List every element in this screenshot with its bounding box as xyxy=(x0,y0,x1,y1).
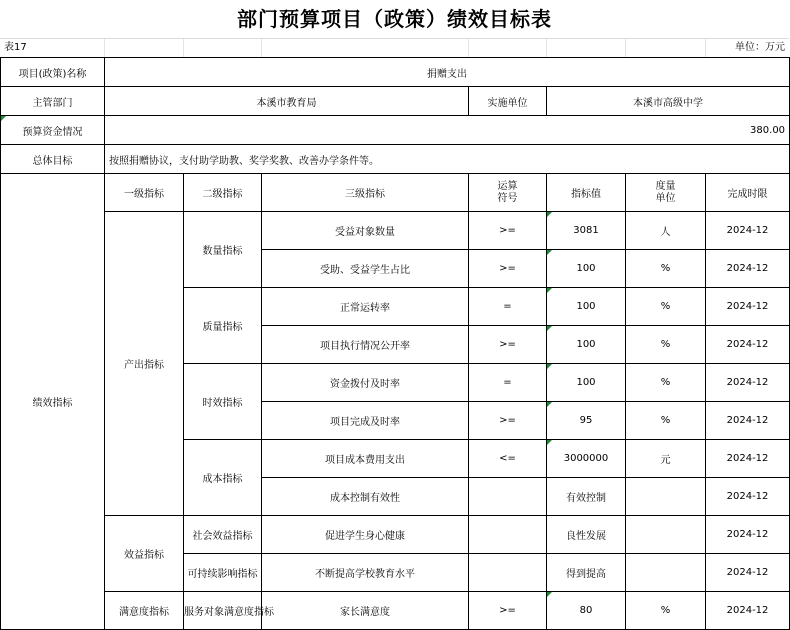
cell-l3[interactable]: 不断提高学校教育水平 xyxy=(262,554,469,592)
group-cost[interactable]: 成本指标 xyxy=(184,440,262,516)
cell-time[interactable]: 2024-12 xyxy=(706,212,790,250)
dept-row xyxy=(1,87,790,116)
cell-unit[interactable]: % xyxy=(626,288,706,326)
cell-l3[interactable]: 项目完成及时率 xyxy=(262,402,469,440)
cell-val[interactable]: 良性发展 xyxy=(547,516,626,554)
funds-label[interactable]: 预算资金情况 xyxy=(1,116,105,145)
cell-l3[interactable]: 促进学生身心健康 xyxy=(262,516,469,554)
cell-l3[interactable]: 家长满意度 xyxy=(262,592,469,630)
cell-op[interactable]: >= xyxy=(469,212,547,250)
cell-unit[interactable]: % xyxy=(626,592,706,630)
group-service[interactable]: 服务对象满意度指标 xyxy=(184,592,262,630)
cell-time[interactable]: 2024-12 xyxy=(706,592,790,630)
cell-l3[interactable]: 正常运转率 xyxy=(262,288,469,326)
cell-l3[interactable]: 成本控制有效性 xyxy=(262,478,469,516)
cell-unit[interactable] xyxy=(626,478,706,516)
cell-op[interactable]: >= xyxy=(469,250,547,288)
cell-op[interactable] xyxy=(469,516,547,554)
cell-l3[interactable]: 资金拨付及时率 xyxy=(262,364,469,402)
cell-time[interactable]: 2024-12 xyxy=(706,288,790,326)
cell-l3[interactable]: 受助、受益学生占比 xyxy=(262,250,469,288)
cell-time[interactable]: 2024-12 xyxy=(706,402,790,440)
cell-val[interactable]: 100 xyxy=(547,250,626,288)
page-title: 部门预算项目（政策）绩效目标表 xyxy=(237,7,552,31)
header-l3[interactable]: 三级指标 xyxy=(262,174,469,212)
cell-unit[interactable] xyxy=(626,554,706,592)
cell-l3[interactable]: 受益对象数量 xyxy=(262,212,469,250)
group-sustain[interactable]: 可持续影响指标 xyxy=(184,554,262,592)
cell-l3[interactable]: 项目执行情况公开率 xyxy=(262,326,469,364)
project-value[interactable]: 捐赠支出 xyxy=(105,58,790,87)
header-time[interactable]: 完成时限 xyxy=(706,174,790,212)
cell-l3[interactable]: 项目成本费用支出 xyxy=(262,440,469,478)
cell-time[interactable]: 2024-12 xyxy=(706,516,790,554)
group-benefit[interactable]: 效益指标 xyxy=(105,516,184,592)
cell-time[interactable]: 2024-12 xyxy=(706,478,790,516)
header-row xyxy=(1,174,790,212)
group-quality[interactable]: 质量指标 xyxy=(184,288,262,364)
unit-label: 单位：万元 xyxy=(735,42,785,53)
cell-op[interactable] xyxy=(469,478,547,516)
cell-unit[interactable]: 元 xyxy=(626,440,706,478)
funds-row xyxy=(1,116,790,145)
cell-val[interactable]: 95 xyxy=(547,402,626,440)
cell-time[interactable]: 2024-12 xyxy=(706,440,790,478)
cell-val[interactable]: 100 xyxy=(547,364,626,402)
cell-op[interactable]: >= xyxy=(469,402,547,440)
table-row xyxy=(1,516,790,554)
cell-unit[interactable] xyxy=(626,516,706,554)
impl-value[interactable]: 本溪市高级中学 xyxy=(547,87,790,116)
goal-value[interactable]: 按照捐赠协议，支付助学助教、奖学奖教、改善办学条件等。 xyxy=(105,145,790,174)
cell-op[interactable]: >= xyxy=(469,592,547,630)
performance-table xyxy=(0,57,790,630)
group-output[interactable]: 产出指标 xyxy=(105,212,184,516)
cell-val[interactable]: 3081 xyxy=(547,212,626,250)
cell-op[interactable]: = xyxy=(469,364,547,402)
table-row xyxy=(1,592,790,630)
sheet-info-row xyxy=(0,38,789,58)
group-qty[interactable]: 数量指标 xyxy=(184,212,262,288)
cell-val[interactable]: 得到提高 xyxy=(547,554,626,592)
project-label[interactable]: 项目(政策)名称 xyxy=(1,58,105,87)
cell-unit[interactable]: % xyxy=(626,326,706,364)
cell-unit[interactable]: % xyxy=(626,364,706,402)
cell-unit[interactable]: % xyxy=(626,250,706,288)
goal-label[interactable]: 总体目标 xyxy=(1,145,105,174)
table-row xyxy=(1,212,790,250)
cell-val[interactable]: 有效控制 xyxy=(547,478,626,516)
header-op[interactable]: 运算 符号 xyxy=(469,174,547,212)
cell-val[interactable]: 3000000 xyxy=(547,440,626,478)
header-val[interactable]: 指标值 xyxy=(547,174,626,212)
cell-unit[interactable]: % xyxy=(626,402,706,440)
cell-op[interactable] xyxy=(469,554,547,592)
dept-value[interactable]: 本溪市教育局 xyxy=(105,87,469,116)
cell-time[interactable]: 2024-12 xyxy=(706,554,790,592)
cell-time[interactable]: 2024-12 xyxy=(706,250,790,288)
header-l1[interactable]: 一级指标 xyxy=(105,174,184,212)
perf-label[interactable]: 绩效指标 xyxy=(1,174,105,630)
cell-op[interactable]: <= xyxy=(469,440,547,478)
cell-val[interactable]: 100 xyxy=(547,326,626,364)
cell-time[interactable]: 2024-12 xyxy=(706,364,790,402)
goal-row xyxy=(1,145,790,174)
group-timely[interactable]: 时效指标 xyxy=(184,364,262,440)
dept-label[interactable]: 主管部门 xyxy=(1,87,105,116)
header-l2[interactable]: 二级指标 xyxy=(184,174,262,212)
group-social[interactable]: 社会效益指标 xyxy=(184,516,262,554)
cell-time[interactable]: 2024-12 xyxy=(706,326,790,364)
table-number: 表17 xyxy=(4,42,27,53)
funds-value[interactable]: 380.00 xyxy=(105,116,790,145)
project-row xyxy=(1,58,790,87)
group-satisfaction[interactable]: 满意度指标 xyxy=(105,592,184,630)
cell-op[interactable]: >= xyxy=(469,326,547,364)
cell-val[interactable]: 100 xyxy=(547,288,626,326)
cell-unit[interactable]: 人 xyxy=(626,212,706,250)
cell-val[interactable]: 80 xyxy=(547,592,626,630)
cell-op[interactable]: = xyxy=(469,288,547,326)
impl-label[interactable]: 实施单位 xyxy=(469,87,547,116)
header-unit[interactable]: 度量 单位 xyxy=(626,174,706,212)
